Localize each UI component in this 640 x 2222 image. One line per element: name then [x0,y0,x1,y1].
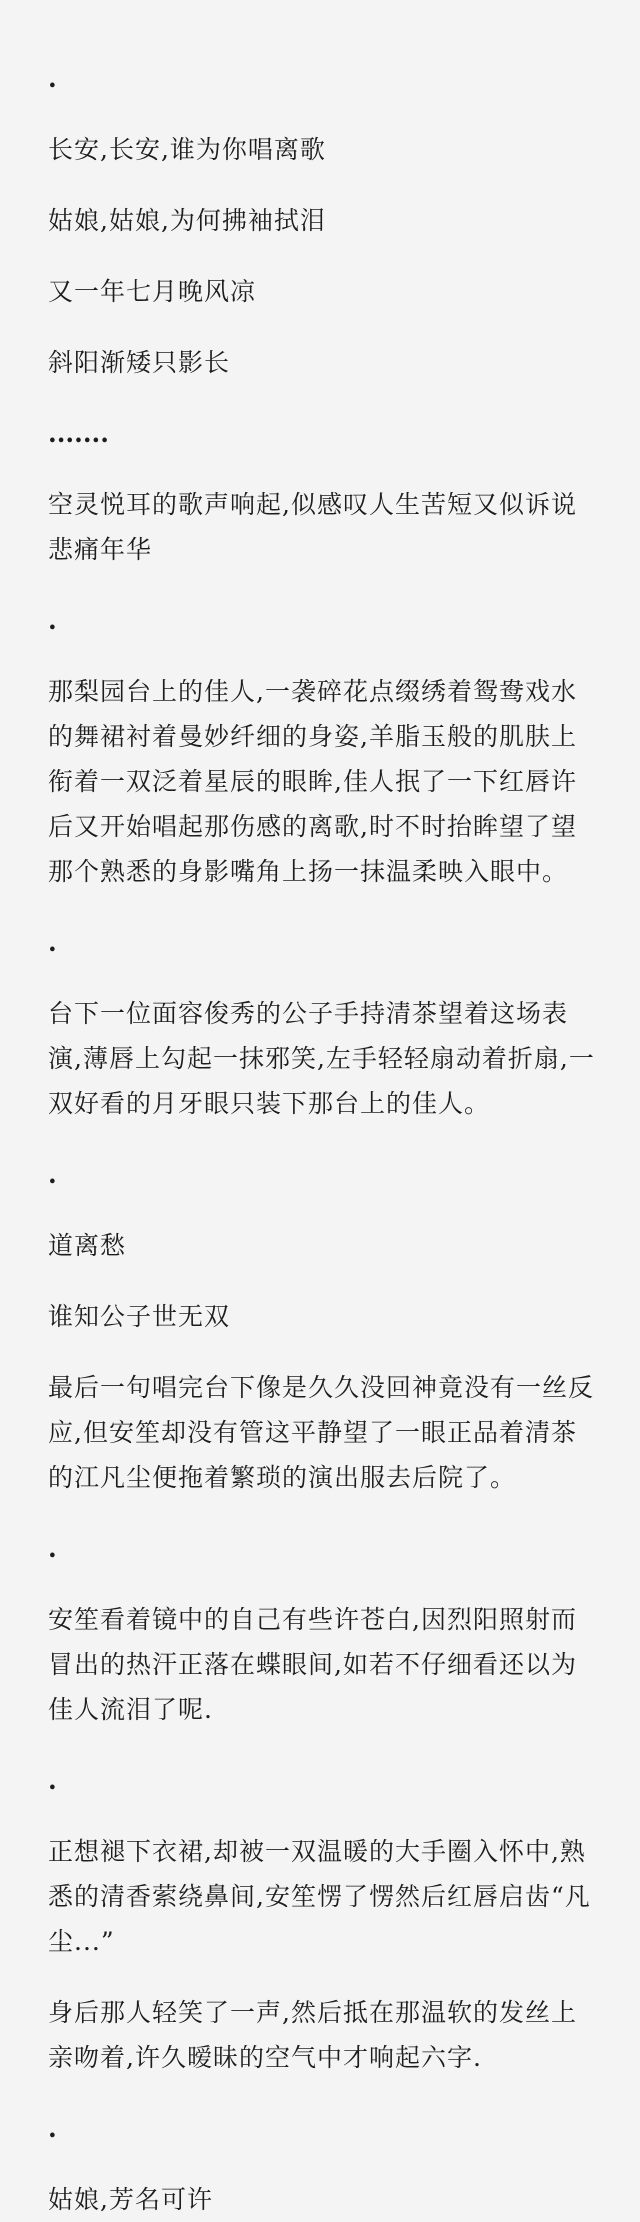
separator-dot: . [48,606,57,635]
paragraph: 那梨园台上的佳人,一袭碎花点缀绣着鸳鸯戏水的舞裙衬着曼妙纤细的身姿,羊脂玉般的肌肤上衔着一双泛着星辰的眼眸,佳人抿了一下红唇许后又开始唱起那伤感的离歌,时不时抬眸望了望那个熟悉的身影嘴角上扬一抹温柔映入眼中。 [48,677,577,886]
separator-dot: . [48,2114,57,2143]
lyric-line: 姑娘,姑娘,为何拂袖拭泪 [48,206,326,235]
lyric-line: 长安,长安,谁为你唱离歌 [48,135,326,164]
separator-dot: . [48,1534,57,1563]
separator-dot: . [48,1160,57,1189]
paragraph: 安笙看着镜中的自己有些许苍白,因烈阳照射而冒出的热汗正落在蝶眼间,如若不仔细看还以为佳人流泪了呢. [48,1605,577,1724]
lyric-line: 斜阳渐矮只影长 [48,348,231,377]
lyric-line: 谁知公子世无双 [48,1302,231,1331]
separator-dot: . [48,64,57,93]
separator-dot: . [48,928,57,957]
paragraph: 正想褪下衣裙,却被一双温暖的大手圈入怀中,熟悉的清香萦绕鼻间,安笙愣了愣然后红唇启齿“凡尘...” [48,1837,591,1956]
paragraph: 身后那人轻笑了一声,然后抵在那温软的发丝上亲吻着,许久暧昧的空气中才响起六字. [48,1998,577,2072]
separator-dot: . [48,1766,57,1795]
lyric-line: 又一年七月晚风凉 [48,277,257,306]
paragraph: 空灵悦耳的歌声响起,似感叹人生苦短又似诉说悲痛年华 [48,490,577,564]
paragraph: 台下一位面容俊秀的公子手持清茶望着这场表演,薄唇上勾起一抹邪笑,左手轻轻扇动着折扇,一双好看的月牙眼只装下那台上的佳人。 [48,999,595,1118]
lyric-line: 姑娘,芳名可许 [48,2185,213,2214]
lyric-line: 道离愁 [48,1231,127,1260]
ellipsis-separator: ....... [48,419,109,448]
paragraph: 最后一句唱完台下像是久久没回神竟没有一丝反应,但安笙却没有管这平静望了一眼正品着清茶的江凡尘便拖着繁琐的演出服去后院了。 [48,1373,595,1492]
